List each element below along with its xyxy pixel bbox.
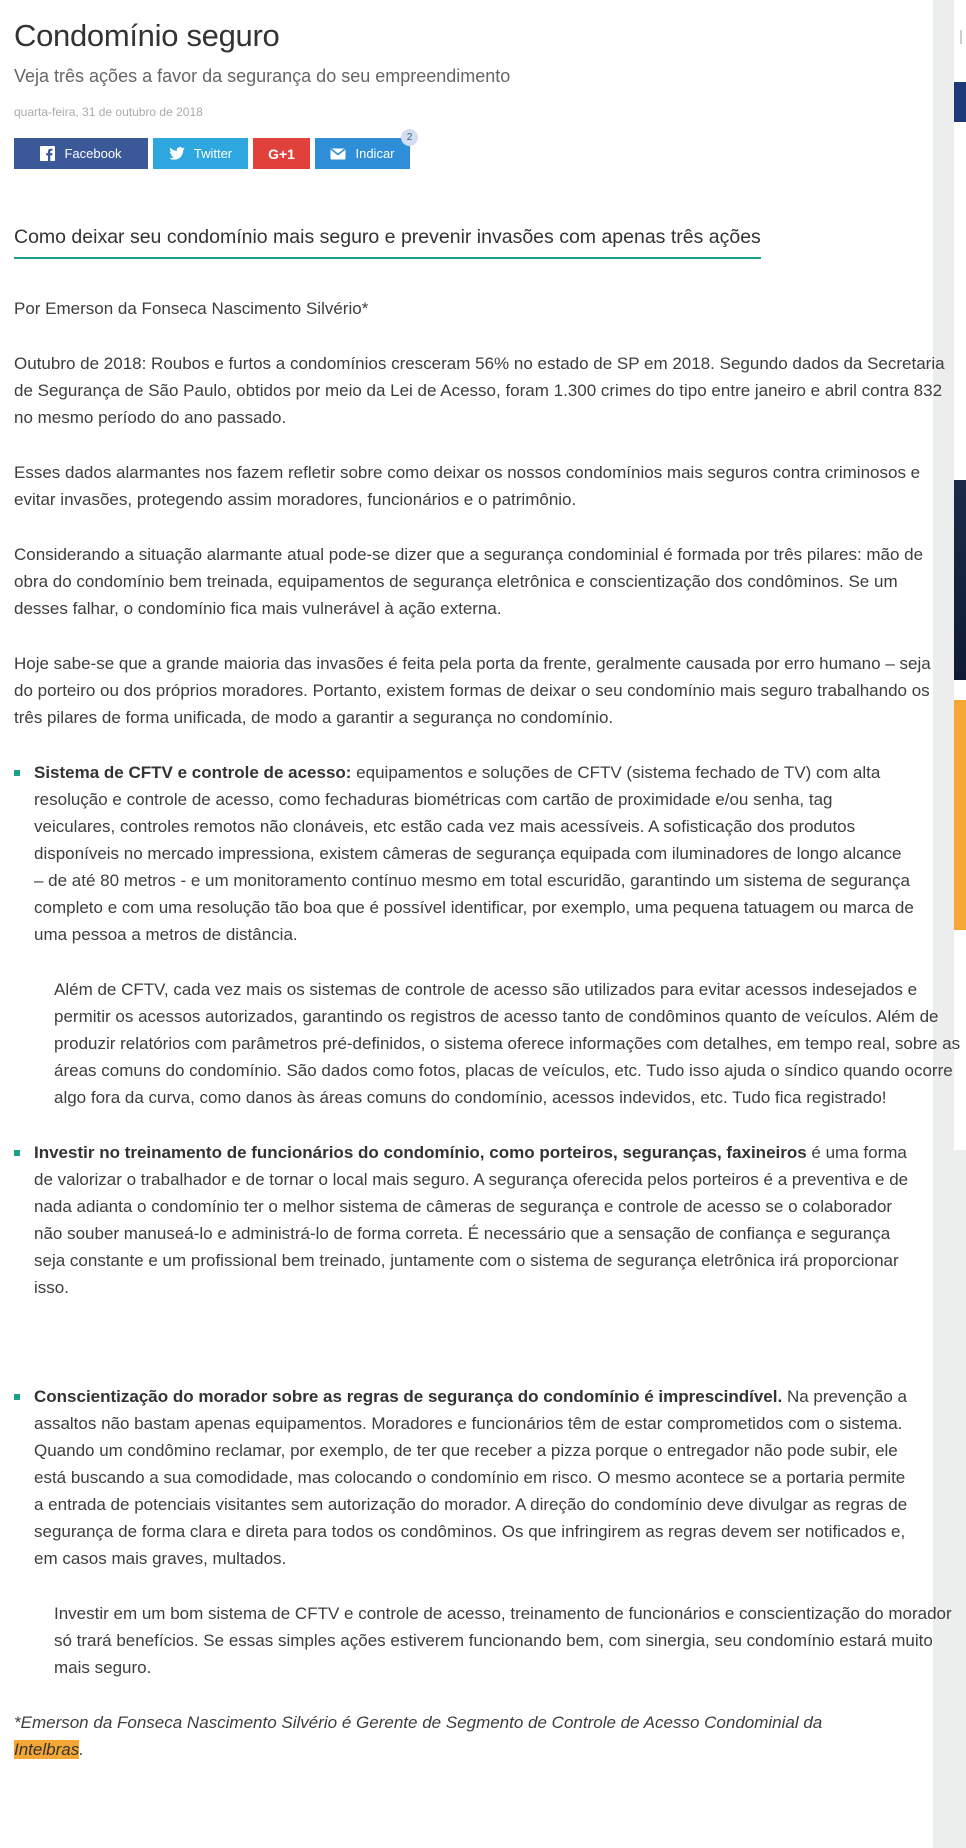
share-bar xyxy=(14,132,954,169)
footnote-end: . xyxy=(79,1740,84,1759)
indicar-count-badge: 2 xyxy=(401,129,418,146)
indicar-label: Indicar xyxy=(355,146,395,161)
footnote-text: *Emerson da Fonseca Nascimento Silvério é Gerente de Segmento de Controle de Acesso Condominial da xyxy=(14,1713,823,1732)
page-subtitle: Veja três ações a favor da segurança do seu empreendimento xyxy=(14,66,511,86)
sidebar-banner[interactable] xyxy=(954,82,966,122)
twitter-label: Twitter xyxy=(193,146,233,161)
list-item-text: equipamentos e soluções de CFTV (sistema fechado de TV) com alta resolução e controle de acesso, como fechaduras biométricas com cartão de proximidade e/ou senha, tag veiculares, controles remotos não clonáveis, etc estão cada vez mais acessíveis. A sofisticação dos produtos disponíveis no mercado impressiona, existem câmeras de segurança equipada com iluminadores de longo alcance – de até 80 metros - e um monitoramento contínuo mesmo em total escuridão, garantindo um sistema de segurança completo e com uma resolução tão boa que é possível identificar, por exemplo, uma pequena tatuagem ou marca de uma pessoa a metros de distância. xyxy=(34,763,914,944)
gplus-label: G+1 xyxy=(268,145,295,162)
intelbras-link[interactable]: Intelbras xyxy=(14,1740,80,1759)
facebook-share-button[interactable] xyxy=(14,138,148,169)
list-item-text: Na prevenção a assaltos não bastam apenas equipamentos. Moradores e funcionários têm de estar comprometidos com o sistema. Quando um condômino reclamar, por exemplo, de ter que receber a pizza porque o entregador não pode subir, ele está buscando a sua comodidade, mas colocando o condomínio em risco. O mesmo acontece se a portaria permite a entrada de potenciais visitantes sem autorização do morador. A direção do condomínio deve divulgar as regras de segurança de forma clara e direta para todos os condôminos. Os que infringirem as regras devem ser notificados e, em casos mais graves, multados. xyxy=(34,1387,908,1568)
paragraph: Considerando a situação alarmante atual pode-se dizer que a segurança condominial é formada por três pilares: mão de obra do condomínio bem treinada, equipamentos de segurança eletrônica e conscientização dos condôminos. Se um desses falhar, o condomínio fica mais vulnerável à ação externa. xyxy=(14,545,924,618)
sidebar-scroll-mark xyxy=(960,30,966,44)
list-item-text: é uma forma de valorizar o trabalhador e de tornar o local mais seguro. A segurança oferecida pelos porteiros é a preventiva e de nada adianta o condomínio ter o melhor sistema de câmeras de segurança e controle de acesso se o colaborador não souber manuseá-lo e administrá-lo de forma correta. É necessário que a sensação de confiança e segurança seja constante e um profissional bem treinado, juntamente com o sistema de segurança eletrônica irá proporcionar isso. xyxy=(34,1143,909,1297)
list-item-bold: Investir no treinamento de funcionários do condomínio, como porteiros, seguranças, faxineiros xyxy=(34,1143,807,1162)
paragraph: Outubro de 2018: Roubos e furtos a condomínios cresceram 56% no estado de SP em 2018. Segundo dados da Secretaria de Segurança de São Paulo, obtidos por meio da Lei de Acesso, foram 1.300 crimes do tipo entre janeiro e abril contra 832 no mesmo período do ano passado. xyxy=(14,354,945,427)
paragraph: Esses dados alarmantes nos fazem refletir sobre como deixar os nossos condomínios mais seguros contra criminosos e evitar invasões, protegendo assim moradores, funcionários e o patrimônio. xyxy=(14,463,921,509)
twitter-share-button[interactable] xyxy=(153,138,248,169)
page-title: Condomínio seguro xyxy=(14,18,280,53)
list-item xyxy=(14,759,914,948)
list-item xyxy=(14,1383,914,1572)
author-footnote xyxy=(14,1709,894,1763)
gplus-share-button[interactable] xyxy=(253,138,310,169)
list-item-bold: Conscientização do morador sobre as regras de segurança do condomínio é imprescindível. xyxy=(34,1387,783,1406)
facebook-label: Facebook xyxy=(64,146,122,161)
facebook-icon xyxy=(40,146,55,161)
article-heading: Como deixar seu condomínio mais seguro e prevenir invasões com apenas três ações xyxy=(14,224,761,259)
indented-paragraph: Investir em um bom sistema de CFTV e controle de acesso, treinamento de funcionários e conscientização do morador só trará benefícios. Se essas simples ações estiverem funcionando bem, com sinergia, seu condomínio estará muito mais seguro. xyxy=(54,1604,952,1677)
publish-date: quarta-feira, 31 de outubro de 2018 xyxy=(14,105,203,119)
list-item-bold: Sistema de CFTV e controle de acesso: xyxy=(34,763,352,782)
article xyxy=(14,16,961,1763)
twitter-icon xyxy=(169,147,185,160)
author-line: Por Emerson da Fonseca Nascimento Silvério* xyxy=(14,299,369,318)
paragraph: Hoje sabe-se que a grande maioria das invasões é feita pela porta da frente, geralmente causada por erro humano – seja do porteiro ou dos próprios moradores. Portanto, existem formas de deixar o seu condomínio mais seguro trabalhando os três pilares de forma unificada, de modo a garantir a segurança no condomínio. xyxy=(14,654,931,727)
indicar-button[interactable] xyxy=(315,132,413,169)
sidebar-ad[interactable] xyxy=(954,700,966,930)
sidebar-image[interactable] xyxy=(954,480,966,680)
indented-paragraph: Além de CFTV, cada vez mais os sistemas de controle de acesso são utilizados para evitar acessos indesejados e permitir os acessos autorizados, garantindo os registros de acesso tanto de condôminos quanto de veículos. Além de produzir relatórios com parâmetros pré-definidos, o sistema oferece informações com detalhes, em tempo real, sobre as áreas comuns do condomínio. São dados como fotos, placas de veículos, etc. Tudo isso ajuda o síndico quando ocorre algo fora da curva, como danos às áreas comuns do condomínio, acessos indevidos, etc. Tudo fica registrado! xyxy=(54,980,961,1107)
list-item xyxy=(14,1139,914,1301)
envelope-icon xyxy=(330,148,346,160)
